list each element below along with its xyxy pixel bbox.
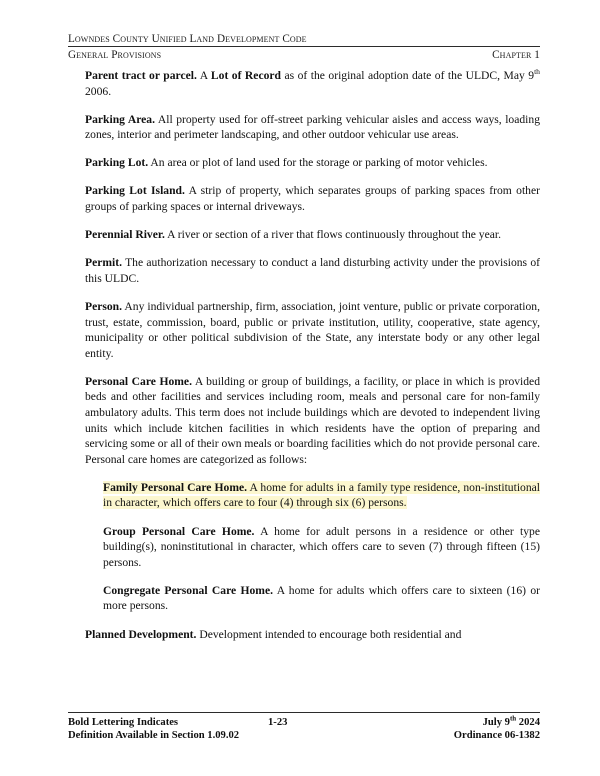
definition-term: Congregate Personal Care Home.	[103, 583, 274, 597]
definition-text: An area or plot of land used for the storage or parking of motor vehicles.	[148, 156, 488, 170]
definition-parent-tract-or-parcel	[85, 68, 540, 99]
page-header	[68, 33, 540, 61]
footer-date-prefix: July 9	[482, 717, 510, 728]
footer-row-bottom	[68, 729, 540, 742]
definition-planned-development	[85, 627, 540, 643]
definition-text: A strip of property, which separates groups of parking spaces from other groups of parking spaces or internal driveways.	[85, 184, 540, 214]
definition-term: Personal Care Home.	[85, 374, 192, 388]
definition-family-personal-care-home	[103, 480, 540, 511]
header-document-title: Lowndes County Unified Land Development Code	[68, 33, 540, 47]
definition-text: A building or group of buildings, a facility, or place in which is provided beds and other facilities and services including room, meals and personal care for non-family ambulatory adults. This term does not include buildings which are devoted to independent living units which include kitchen facilities in which residents have the option of preparing and servicing some or all of their own meals or boarding facilities which do not provide personal care. Personal care homes are categorized as follows:	[85, 374, 540, 466]
definition-term: Person.	[85, 299, 123, 313]
footer-date-suffix: 2024	[516, 717, 540, 728]
definition-parking-lot	[85, 155, 540, 171]
definition-text-highlighted: A home for adults in a family type residence, non-institutional in character, which offers care to four (4) through six (6) persons.	[103, 480, 541, 510]
definition-parking-lot-island	[85, 183, 540, 214]
footer-row-top	[68, 716, 540, 729]
definition-text-after: as of the original adoption date of the ULDC, May 9	[281, 69, 535, 82]
definitions-body	[85, 68, 540, 642]
footer-definition-reference: Definition Available in Section 1.09.02	[68, 730, 240, 742]
definition-person	[85, 299, 540, 361]
definition-text: Development intended to encourage both residential and	[196, 627, 462, 641]
definition-text-before: A	[196, 69, 211, 82]
definition-term: Parking Lot Island.	[85, 184, 185, 198]
definition-term: Permit.	[85, 256, 123, 270]
definition-term: Parking Lot.	[85, 156, 149, 170]
definition-text: A home for adult persons in a residence or other type building(s), noninstitutional in character, which offers care to seven (7) through fifteen (15) persons.	[103, 524, 541, 569]
header-chapter-label: Chapter 1	[492, 49, 540, 61]
footer-ordinance-number: Ordinance 06-1382	[453, 730, 540, 742]
definition-text: Any individual partnership, firm, association, joint venture, public or private corporation, trust, estate, commission, board, public or private institution, utility, cooperative, state agency, municipality or other political subdivision of the State, any interstate body or any other legal entity.	[85, 299, 540, 360]
header-section-row	[68, 47, 540, 61]
definition-perennial-river	[85, 227, 540, 243]
page-footer	[68, 712, 540, 743]
definition-personal-care-home	[85, 374, 540, 468]
footer-page-number: 1-23	[268, 717, 288, 728]
footer-date	[390, 716, 540, 729]
definition-term: Perennial River.	[85, 228, 165, 242]
definition-term: Family Personal Care Home.	[103, 480, 248, 494]
definition-congregate-personal-care-home	[103, 583, 540, 614]
definition-term: Parent tract or parcel.	[85, 69, 197, 82]
definition-text: A river or section of a river that flows continuously throughout the year.	[164, 228, 502, 242]
definition-parking-area	[85, 112, 540, 143]
definition-text-tail: 2006.	[85, 84, 112, 98]
definition-term: Planned Development.	[85, 627, 197, 641]
footer-bold-lettering-note: Bold Lettering Indicates	[68, 717, 179, 728]
definition-text: A home for adults which offers care to sixteen (16) or more persons.	[103, 583, 540, 613]
ordinal-superscript: th	[509, 714, 517, 723]
definition-inline-bold-term: Lot of Record	[210, 69, 281, 82]
definition-term: Parking Area.	[85, 112, 155, 126]
definition-text: All property used for off-street parking vehicular aisles and access ways, loading zones, interior and perimeter landscaping, and other outdoor vehicular use areas.	[85, 112, 540, 142]
definition-permit	[85, 255, 540, 286]
header-section-name: General Provisions	[68, 49, 162, 61]
definition-term: Group Personal Care Home.	[103, 524, 255, 538]
definition-text: The authorization necessary to conduct a land disturbing activity under the provisions of this ULDC.	[85, 256, 540, 285]
definition-group-personal-care-home	[103, 524, 540, 571]
ordinal-superscript: th	[534, 67, 541, 77]
